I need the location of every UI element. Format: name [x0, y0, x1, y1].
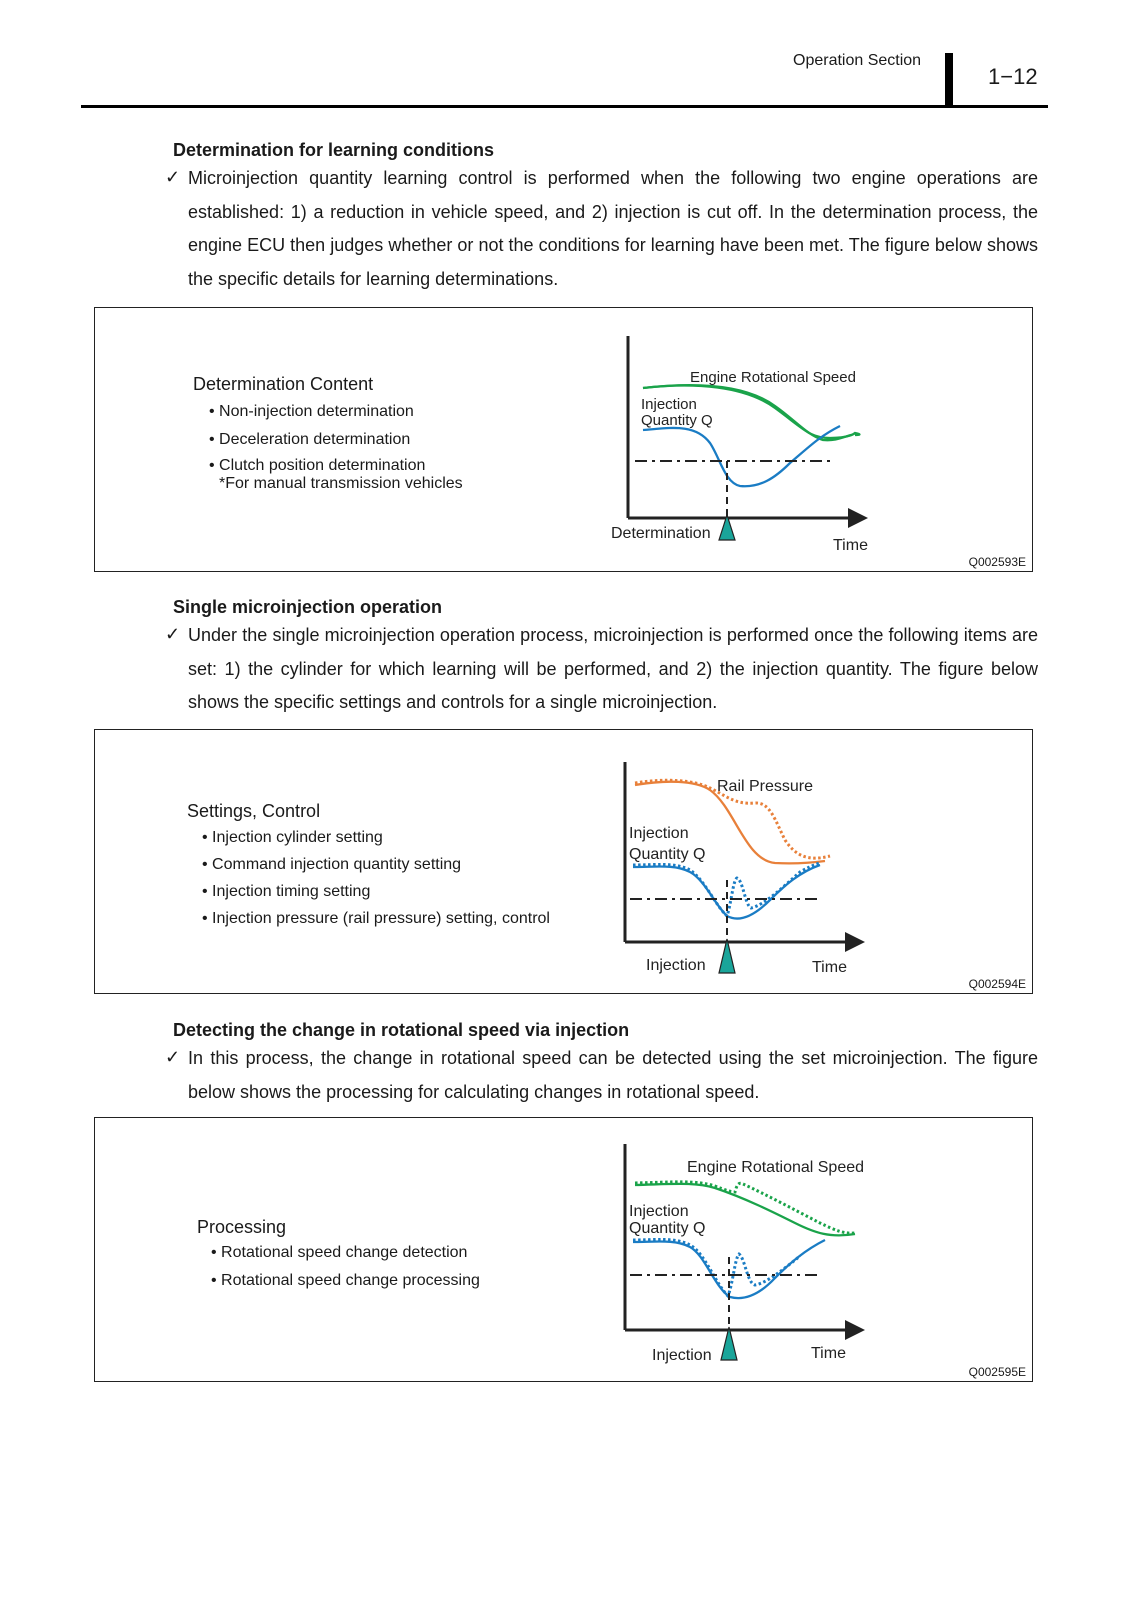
label-x-axis: Time: [833, 537, 868, 554]
figure-title: Processing: [197, 1217, 287, 1237]
page-number: 1−12: [988, 64, 1038, 89]
label-x-axis: Time: [812, 959, 847, 976]
figure-item: • Rotational speed change detection: [211, 1244, 468, 1261]
figure-item: • Deceleration determination: [209, 431, 411, 448]
paragraph-rotational-speed: In this process, the change in rotational speed can be detected using the set microinjection. The figure below shows the processing for calculating changes in rotational speed.: [188, 1048, 1038, 1102]
figure-item-note: *For manual transmission vehicles: [219, 475, 463, 492]
header-rule: [81, 105, 1048, 108]
x-axis-arrow-icon: [845, 932, 865, 952]
label-curve2-line2: Quantity Q: [629, 1220, 706, 1237]
label-curve1: Engine Rotational Speed: [687, 1159, 865, 1176]
label-marker: Injection: [646, 957, 706, 974]
label-curve2-line2: Quantity Q: [629, 846, 706, 863]
figure-code: Q002595E: [968, 1365, 1026, 1379]
section-heading-rotational-speed: Detecting the change in rotational speed via injection: [173, 1020, 630, 1040]
figure-item: • Clutch position determination: [209, 457, 426, 474]
injection-quantity-curve-dotted: [633, 1239, 800, 1296]
figure-title: Determination Content: [193, 374, 374, 394]
diagram-single-microinjection: [95, 730, 1034, 995]
figure-rotational-speed: [94, 1117, 1033, 1382]
figure-item: • Injection timing setting: [202, 883, 371, 900]
label-curve2-line2: Quantity Q: [641, 412, 713, 429]
figure-code: Q002593E: [968, 555, 1026, 569]
section-heading-learning-conditions: Determination for learning conditions: [173, 140, 495, 160]
section-heading-single-microinjection: Single microinjection operation: [173, 597, 443, 617]
label-curve2-line1: Injection: [641, 396, 697, 413]
label-marker: Determination: [611, 525, 711, 542]
figure-title: Settings, Control: [187, 801, 321, 821]
x-axis-arrow-icon: [845, 1320, 865, 1340]
paragraph-single-microinjection: Under the single microinjection operation process, microinjection is performed once the following items are set: 1) the cylinder for which learning will be performed, and 2) the injection quantity. The figure below shows the specific settings and controls for a single microinjection.: [188, 625, 1038, 712]
label-marker: Injection: [652, 1347, 712, 1364]
check-icon: ✓: [165, 1047, 181, 1067]
marker-triangle-icon: [721, 1327, 737, 1360]
figure-item: • Rotational speed change processing: [211, 1272, 480, 1289]
label-curve1: Engine Rotational Speed: [690, 369, 856, 386]
check-icon: ✓: [165, 167, 181, 187]
marker-triangle-icon: [719, 939, 735, 973]
paragraph-learning-conditions: Microinjection quantity learning control is performed when the following two engine operations are established: 1) a reduction in vehicle speed, and 2) injection is cut off. In the determination process, the engine ECU then judges whether or not the conditions for learning have been met. The figure below shows the specific details for learning determinations.: [188, 168, 1038, 289]
figure-single-microinjection: [94, 729, 1033, 994]
check-icon: ✓: [165, 624, 181, 644]
label-x-axis: Time: [811, 1345, 846, 1362]
label-curve1: Rail Pressure: [717, 778, 814, 795]
figure-item: • Non-injection determination: [209, 403, 414, 420]
figure-item: • Injection pressure (rail pressure) setting, control: [202, 910, 550, 927]
label-curve2-line1: Injection: [629, 1203, 689, 1220]
figure-learning-determination: [94, 307, 1033, 572]
figure-item: • Command injection quantity setting: [202, 856, 462, 873]
diagram-rotational-speed: [95, 1118, 1034, 1383]
x-axis-arrow-icon: [848, 508, 868, 528]
header-bar: [945, 53, 953, 107]
label-curve2-line1: Injection: [629, 825, 689, 842]
diagram-learning-determination: [95, 308, 1034, 573]
section-label: Operation Section: [793, 52, 922, 69]
figure-code: Q002594E: [968, 977, 1026, 991]
figure-item: • Injection cylinder setting: [202, 829, 383, 846]
